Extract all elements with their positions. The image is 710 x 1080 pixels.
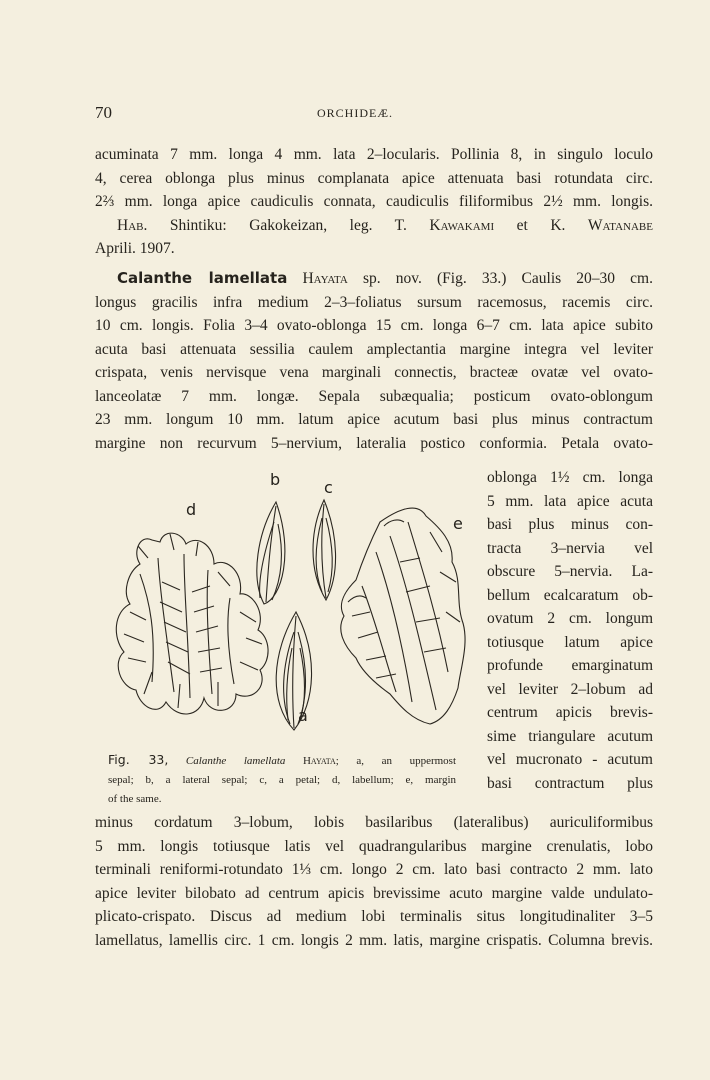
text-line: 5 mm. lata apice acuta xyxy=(487,492,653,510)
text-bottom xyxy=(95,811,653,952)
labellum-drawing xyxy=(116,533,268,714)
caption-text: ; a, an uppermost xyxy=(335,755,457,767)
caption-line xyxy=(108,750,456,771)
habitat-label: Hab. xyxy=(117,216,148,234)
collector-name: Watanabe xyxy=(587,216,653,234)
text-line: 23 mm. longum 10 mm. latum apice acutum basi plus minus contractum xyxy=(95,411,653,428)
running-title: ORCHIDEÆ. xyxy=(316,106,393,120)
text-line: crispata, venis nervisque vena marginali connectis, bracteæ ovatæ vel ovato- xyxy=(95,364,653,381)
figure-drawing xyxy=(100,462,480,752)
text-line: apice leviter bilobato ad centrum apicis brevissime acuto margine valde undulato- xyxy=(95,884,653,902)
habitat-text: et K. xyxy=(494,216,588,234)
text-line: vel leviter 2–lobum ad xyxy=(487,680,653,698)
text-top xyxy=(95,143,653,261)
caption-line: of the same. xyxy=(108,793,162,805)
caption-author: Hayata xyxy=(302,755,336,767)
figure-label-a: a xyxy=(298,706,308,725)
labellum-margin-drawing xyxy=(341,508,465,724)
caption-line: sepal; b, a lateral sepal; c, a petal; d, labellum; e, margin xyxy=(108,774,456,786)
text-line: ovatum 2 cm. longum xyxy=(487,610,653,627)
caption-label: Fig. 33, xyxy=(108,752,169,767)
text-line: basi plus minus con- xyxy=(487,516,653,533)
text-line: 10 cm. longis. Folia 3–4 ovato-oblonga 15 cm. longa 6–7 cm. lata apice subito xyxy=(95,317,653,334)
text-line: basi contractum plus xyxy=(487,774,653,792)
habitat-line xyxy=(95,214,653,238)
species-heading-line xyxy=(95,267,653,291)
text-line: lamellatus, lamellis circ. 1 cm. longis 2 mm. latis, margine crispatis. Columna brevis. xyxy=(95,931,653,949)
text-line: margine non recurvum 5–nervium, lateralia postico conformia. Petala ovato- xyxy=(95,434,653,452)
text-line: 2⅔ mm. longa apice caudiculis connata, caudiculis filiformibus 2½ mm. longis. xyxy=(95,193,653,210)
text-line: plicato-crispato. Discus ad medium lobi terminalis situs longitudinaliter 3–5 xyxy=(95,908,653,925)
collector-name: Kawakami xyxy=(429,216,495,234)
text-line: vel mucronato - acutum xyxy=(487,751,653,768)
text-line: minus cordatum 3–lobum, lobis basilaribus (lateralibus) auriculiformibus xyxy=(95,814,653,831)
figure-label-d: d xyxy=(186,500,197,519)
figure-caption xyxy=(108,750,456,809)
text-line: sime triangulare acutum xyxy=(487,727,653,745)
caption-species: Calanthe lamellata xyxy=(185,755,286,767)
text-line: 5 mm. longis totiusque latis vel quadrangularibus margine crenulatis, lobo xyxy=(95,837,653,855)
figure-label-e: e xyxy=(453,514,463,533)
text-line: profunde emarginatum xyxy=(487,657,653,674)
species-name: Calanthe lamellata xyxy=(117,269,288,287)
right-column-text xyxy=(487,466,653,795)
lateral-sepal-drawing xyxy=(257,502,285,604)
species-description xyxy=(95,267,653,455)
text-line: 4, cerea oblonga plus minus complanata apice attenuata basi rotundata circ. xyxy=(95,169,653,187)
text-line: bellum ecalcaratum ob- xyxy=(487,586,653,604)
text-line: centrum apicis brevis- xyxy=(487,704,653,721)
species-text: sp. nov. (Fig. 33.) Caulis 20–30 cm. xyxy=(347,270,653,287)
text-line: terminali reniformi-rotundato 1⅓ cm. longo 2 cm. lato basi contracto 2 mm. lato xyxy=(95,861,653,878)
text-line: acuta basi attenuata sessilia caulem amplectantia margine integra vel leviter xyxy=(95,340,653,358)
figure-label-c: c xyxy=(324,478,333,497)
figure-label-b: b xyxy=(270,470,281,489)
text-line: tracta 3–nervia vel xyxy=(487,539,653,557)
petal-drawing xyxy=(313,500,336,600)
page-number: 70 xyxy=(95,103,112,122)
habitat-date: Aprili. 1907. xyxy=(95,240,175,257)
text-line: oblonga 1½ cm. longa xyxy=(487,469,653,486)
text-line: acuminata 7 mm. longa 4 mm. lata 2–locularis. Pollinia 8, in singulo loculo xyxy=(95,146,653,163)
species-author: Hayata xyxy=(302,270,348,287)
text-line: lanceolatæ 7 mm. longæ. Sepala subæqualia; posticum ovato-oblongum xyxy=(95,387,653,405)
text-line: totiusque latum apice xyxy=(487,633,653,651)
habitat-text: Shintiku: Gakokeizan, leg. T. xyxy=(147,216,430,234)
text-line: longus gracilis infra medium 2–3–foliatus sursum racemosus, racemis circ. xyxy=(95,293,653,311)
text-line: obscure 5–nervia. La- xyxy=(487,563,653,580)
